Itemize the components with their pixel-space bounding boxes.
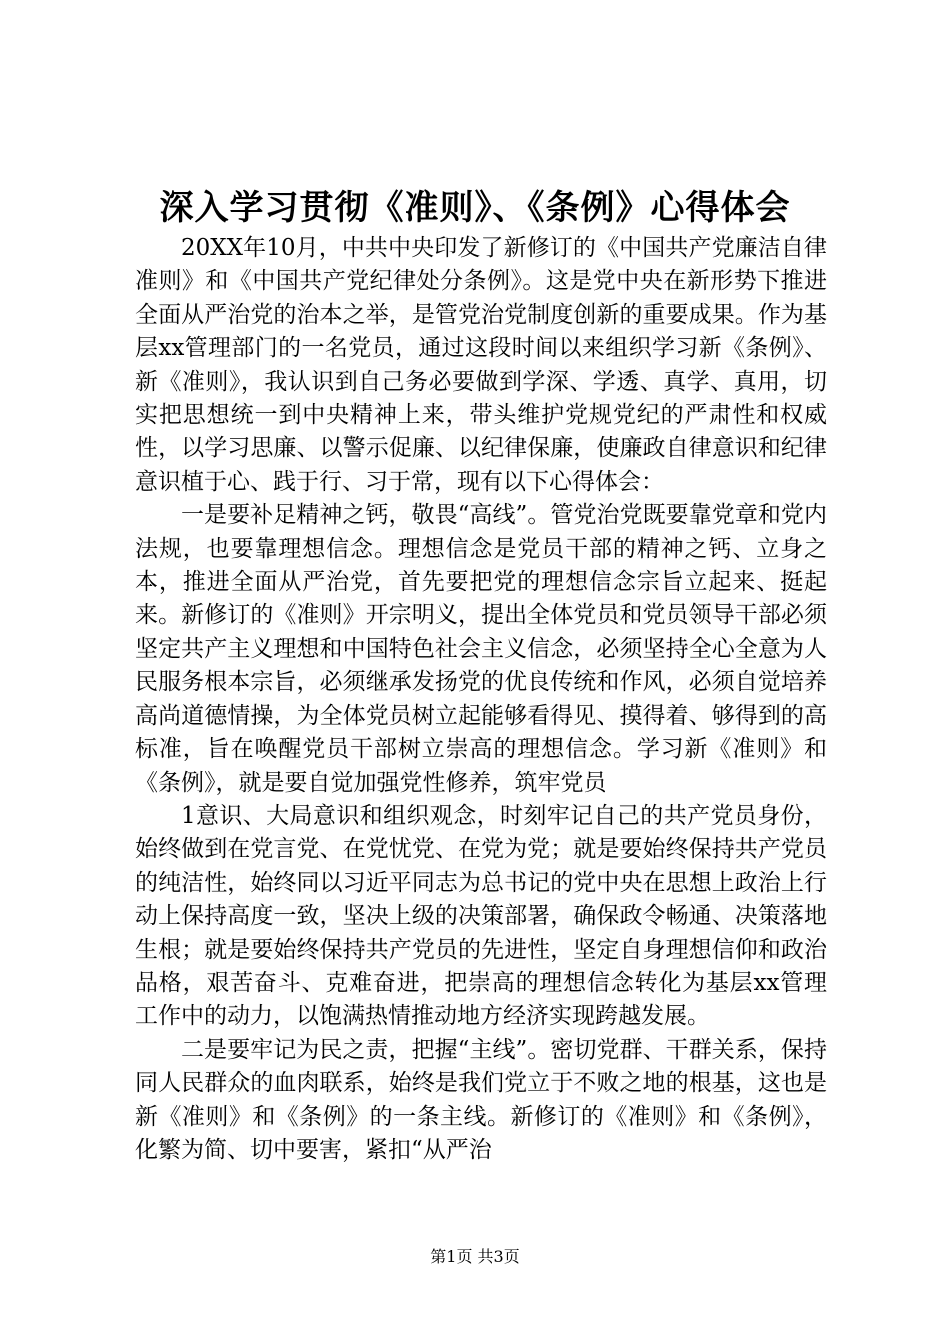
paragraph-point-one: 一是要补足精神之钙，敬畏“高线”。管党治党既要靠党章和党内法规，也要靠理想信念。理想信念是党员干部的精神之钙、立身之本，推进全面从严治党，首先要把党的理想信念宗旨立起来、挺起来。新修订的《准则》开宗明义，提出全体党员和党员领导干部必须坚定共产主义理想和中国特色社会主义信念，必须坚持全心全意为人民服务根本宗旨，必须继承发扬党的优良传统和作风，必须自觉培养高尚道德情操，为全体党员树立起能够看得见、摸得着、够得到的高标准，旨在唤醒党员干部树立崇高的理想信念。学习新《准则》和《条例》，就是要自觉加强党性修养，筑牢党员 bbox=[135, 502, 827, 796]
paragraph-point-one-continued: 1意识、大局意识和组织观念，时刻牢记自己的共产党员身份，始终做到在党言党、在党忧党、在党为党；就是要始终保持共产党员的纯洁性，始终同以习近平同志为总书记的党中央在思想上政治上行动上保持高度一致，坚决上级的决策部署，确保政令畅通、决策落地生根；就是要始终保持共产党员的先进性，坚定自身理想信仰和政治品格，艰苦奋斗、克难奋进，把崇高的理想信念转化为基层xx管理工作中的动力，以饱满热情推动地方经济实现跨越发展。 bbox=[135, 802, 827, 1030]
paragraph-intro: 20XX年10月，中共中央印发了新修订的《中国共产党廉洁自律准则》和《中国共产党纪律处分条例》。这是党中央在新形势下推进全面从严治党的治本之举，是管党治党制度创新的重要成果。作为基层xx管理部门的一名党员，通过这段时间以来组织学习新《条例》、新《准则》，我认识到自己务必要做到学深、学透、真学、真用，切实把思想统一到中央精神上来，带头维护党规党纪的严肃性和权威性，以学习思廉、以警示促廉、以纪律保廉，使廉政自律意识和纪律意识植于心、践于行、习于常，现有以下心得体会： bbox=[135, 235, 827, 495]
page-number-footer: 第1页 共3页 bbox=[430, 1247, 520, 1266]
document-body bbox=[135, 232, 827, 1167]
paragraph-point-two: 二是要牢记为民之责，把握“主线”。密切党群、干群关系，保持同人民群众的血肉联系，始终是我们党立于不败之地的根基，这也是新《准则》和《条例》的一条主线。新修订的《准则》和《条例》，化繁为简、切中要害，紧扣“从严治 bbox=[135, 1036, 827, 1163]
document-title: 深入学习贯彻《准则》、《条例》心得体会 bbox=[159, 188, 791, 228]
